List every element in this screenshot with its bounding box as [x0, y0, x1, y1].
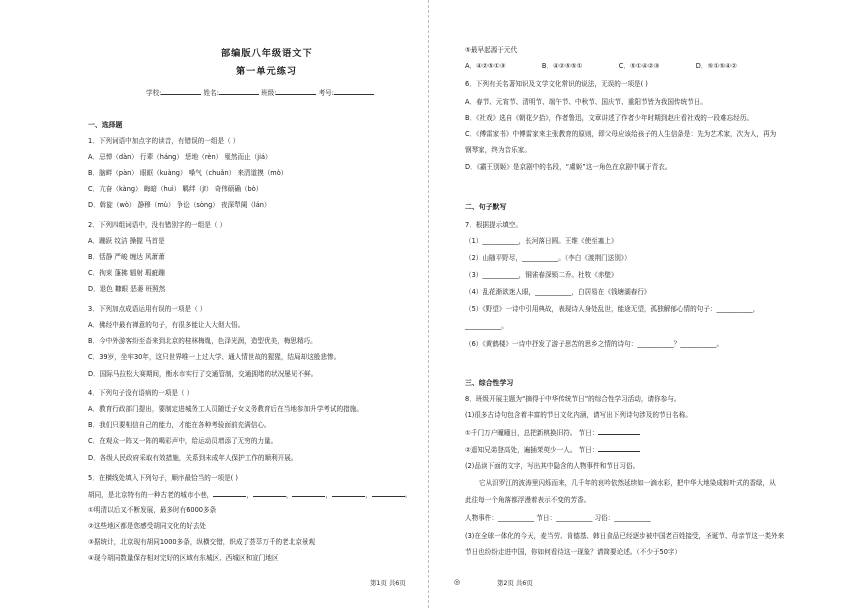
q1-option-c: C．亢奋（kàng） 晦暗（huì） 羁绊（jī） 奇伟硕确（bò） [88, 185, 263, 193]
q5-body: 胡同，是北京特有的一种古老的城市小巷， ， ， ， ， 。 [88, 491, 412, 499]
q2-stem: 2．下列四组词语中，没有错别字的一组是（ ） [88, 221, 227, 229]
q5-option-b: B．④②⑤⑤① [541, 62, 583, 70]
left-page-footer: 第1页 共6页 [370, 579, 406, 587]
q8-festival-blank-2[interactable] [598, 445, 640, 452]
q2-option-a: A．蹦跃 纹洁 操握 马首是 [88, 237, 165, 245]
q6-option-d: D．《霸王别姬》是京剧中的名段，“虞姬”这一角色在京剧中属于青衣。 [465, 163, 672, 171]
section-heading-comprehensive: 三、综合性学习 [465, 379, 514, 387]
left-page [0, 0, 428, 608]
name-label: 姓名: [203, 89, 219, 97]
q2-option-d: D．退色 糠眼 恶萎 班照然 [88, 285, 166, 293]
document-title: 部编版八年级语文下 [221, 48, 313, 59]
q7-item-1: （1）___________，长河落日圆。王维《使至塞上》 [465, 237, 618, 245]
q2-option-b: B．恬静 严峻 缠达 风萧萧 [88, 253, 165, 261]
page-fold-line [428, 0, 429, 608]
q8-poem-2-text: ②遥知兄弟登高处，遍插茱萸少一人。 节日： [465, 446, 599, 454]
q1-stem: 1．下列词语中加点字的读音，有错误的一组是（ ） [88, 137, 240, 145]
q5-options [465, 62, 737, 70]
q6-option-b: B．《社戏》选自《朝花夕拾》，作者鲁迅，文章讲述了作者少年时期到赵庄看社戏的一段难忘经历。 [465, 114, 754, 122]
q7-item-4: （4）乱花渐欲迷人眼，___________，白居易在《钱塘湖春行》 [465, 288, 651, 296]
right-page [430, 0, 860, 608]
q4-option-d: D．各级人民政府采取有效措施，关系到未成年人保护工作的顺利开展。 [88, 454, 298, 462]
q5-option-a: A．④②⑤①③ [465, 62, 506, 70]
q8-stem: 8．班级开展主题为“摘得于中华传统节日”的综合性学习活动，请你参与。 [465, 395, 681, 403]
exam-no-label: 考号: [318, 89, 335, 97]
q8-poem-2 [465, 445, 640, 454]
q8-festival-blank-1[interactable] [598, 428, 640, 435]
q3-option-a: A．佛经中最有禅意的句子，有很多能让人大彻大悟。 [88, 321, 245, 329]
class-label: 班级: [261, 89, 277, 97]
q3-option-b: B．今中外游客纷至沓来到北京的桂林梅胤，色泽光润，造型优美，梅思精巧。 [88, 337, 317, 345]
q7-item-6: （6）《黄鹤楼》一诗中抒发了游子思苦的思乡之情的诗句：___________？___________。 [465, 340, 724, 348]
q6-stem: 6．下列有关名著知识及文学文化常识的说法，无误的一项是( ) [465, 80, 648, 88]
q5-sentence-1: ①明清以后又不断发展，最多时有6000多条 [88, 506, 217, 514]
q8-poem-1 [465, 428, 640, 437]
q5-sentence-2: ②这些地区都是您感受胡同文化的好去处 [88, 522, 207, 530]
q7-item-3: （3）___________，铜雀春深锁二乔。杜牧《赤壁》 [465, 271, 618, 279]
name-blank[interactable] [219, 88, 259, 95]
q6-option-c-line1: C．《傅雷家书》中傅雷家来主张教育的原则，即父母应该给孩子的人生信条是：先为艺术家，次为人，再为 [465, 130, 777, 138]
q7-item-2: （2）山随平野尽，___________。（李白《渡荆门送别》） [465, 254, 631, 262]
school-label: 学校: [146, 89, 162, 97]
q2-option-c: C．拘束 蓬拂 辐射 瑕疵蹦 [88, 269, 165, 277]
exam-no-blank[interactable] [334, 88, 374, 95]
q8-quote-line1: 它从汨罗江的波涛里闪烁而来，几千年的哀吟依然延续如一滴水彩，把中华大地染成粽叶式的香绿，从 [479, 479, 776, 487]
right-page-footer: 第2页 共6页 [497, 579, 533, 587]
school-blank[interactable] [161, 88, 201, 95]
q1-option-a: A．忌惮（dàn） 行辈（háng） 恁地（rèn） 戛然而止（jiá） [88, 153, 272, 161]
q1-option-b: B．脑畔（pàn） 眼眶（kuàng） 嗓气（chuǎn） 来清道摸（mò） [88, 169, 288, 177]
student-info-row [146, 88, 374, 97]
q4-option-a: A．教育行政部门提出，要制定进城务工人员随迁子女义务教育后在当地参加升学考试的措施。 [88, 405, 363, 413]
q7-item-5b: ___________。 [465, 322, 508, 330]
q8-quote-line2: 此往每一个角落都浮漫着表示不变的芳香。 [465, 496, 591, 504]
q1-option-d: D．斡旋（wò） 静穆（mù） 争讼（sòng） 夜深犁阑（lán） [88, 201, 271, 209]
class-blank[interactable] [276, 88, 316, 95]
q7-item-5a: （5）《野望》一诗中引用典故，表现诗人身处乱世，能途无望，孤独解郁心情的句子：___________， [465, 305, 760, 313]
q5-sentence-4: ④现今胡同数量保存相对完好的区域有东城区、西城区和宣门地区 [88, 554, 279, 562]
q5-blank-2[interactable] [253, 490, 286, 497]
section-heading-dictation: 二、句子默写 [465, 203, 507, 211]
q3-stem: 3．下列加点成语运用有误的一项是（ ） [88, 305, 207, 313]
q5-body-text: 胡同，是北京特有的一种古老的城市小巷， [88, 491, 214, 499]
q8-part-2: (2)品读下面的文字，写出其中隐含的人物事件和节日习俗。 [465, 462, 640, 470]
q3-option-c: C．39岁，坐牢30年，这只世界唯一上过大学、通人情世故的猩猩，结局却这般悲惨。 [88, 353, 341, 361]
q5-option-d: D．⑤①⑤④② [695, 62, 738, 70]
q8-part-3-line1: (3)在全球一体化的今天，麦当劳、肯德基、韩日食品已经逐步被中国老百姓接受，圣诞节、母亲节这一类外来 [465, 532, 785, 540]
q5-blank-1[interactable] [213, 490, 246, 497]
q4-option-c: C．在观众一阵又一阵的喝彩声中，给运动员增添了无穷的力量。 [88, 437, 278, 445]
q4-option-b: B．我们只要相信自己的能力，才能在各种考验面前充满信心。 [88, 421, 271, 429]
q7-stem: 7．根据提示填空。 [465, 221, 522, 229]
q8-fill-row[interactable]: 人物事件：___________ 节日：___________ 习俗：___________ [465, 514, 651, 522]
q3-option-d: D．国际马拉松大赛期间，衡水市实行了交通管制，交通拥堵的状况屡见不鲜。 [88, 370, 318, 378]
q6-option-a: A．春节、元宵节、清明节、端午节、中秋节、国庆节、重阳节皆为我国传统节日。 [465, 98, 707, 106]
q5-blank-3[interactable] [292, 490, 325, 497]
q5-option-c: C．⑤①④②③ [618, 62, 660, 70]
q8-poem-1-text: ①千门万户曈曈日，总把新桃换旧符。 节日： [465, 429, 599, 437]
q5-blank-4[interactable] [332, 490, 365, 497]
q8-part-3-line2: 节日也纷纷走进中国，你如何看待这一现象？请简要论述。（不少于50字） [465, 548, 682, 556]
q4-stem: 4．下列句子没有语病的一项是（ ） [88, 389, 194, 397]
section-heading-choice: 一、选择题 [88, 121, 123, 129]
q8-part-1: (1)很多古诗句包含着丰富的节日文化内涵，请写出下列诗句涉及的节日名称。 [465, 411, 692, 419]
q5-stem: 5．在横线处填入下列句子，顺序最恰当的一项是( ) [88, 474, 238, 482]
document-subtitle: 第一单元练习 [236, 66, 298, 77]
q5-sentence-3: ③据统计，北京现有胡同1000多条，纵横交错，织成了荟萃万千的老北京景观 [88, 538, 316, 546]
binding-mark: ◎ [454, 578, 461, 586]
q6-option-c-line2: 钢琴家，终为音乐家。 [465, 146, 531, 154]
q5-sentence-5: ⑤最早起源于元代 [465, 46, 518, 54]
q5-blank-5[interactable] [372, 490, 405, 497]
